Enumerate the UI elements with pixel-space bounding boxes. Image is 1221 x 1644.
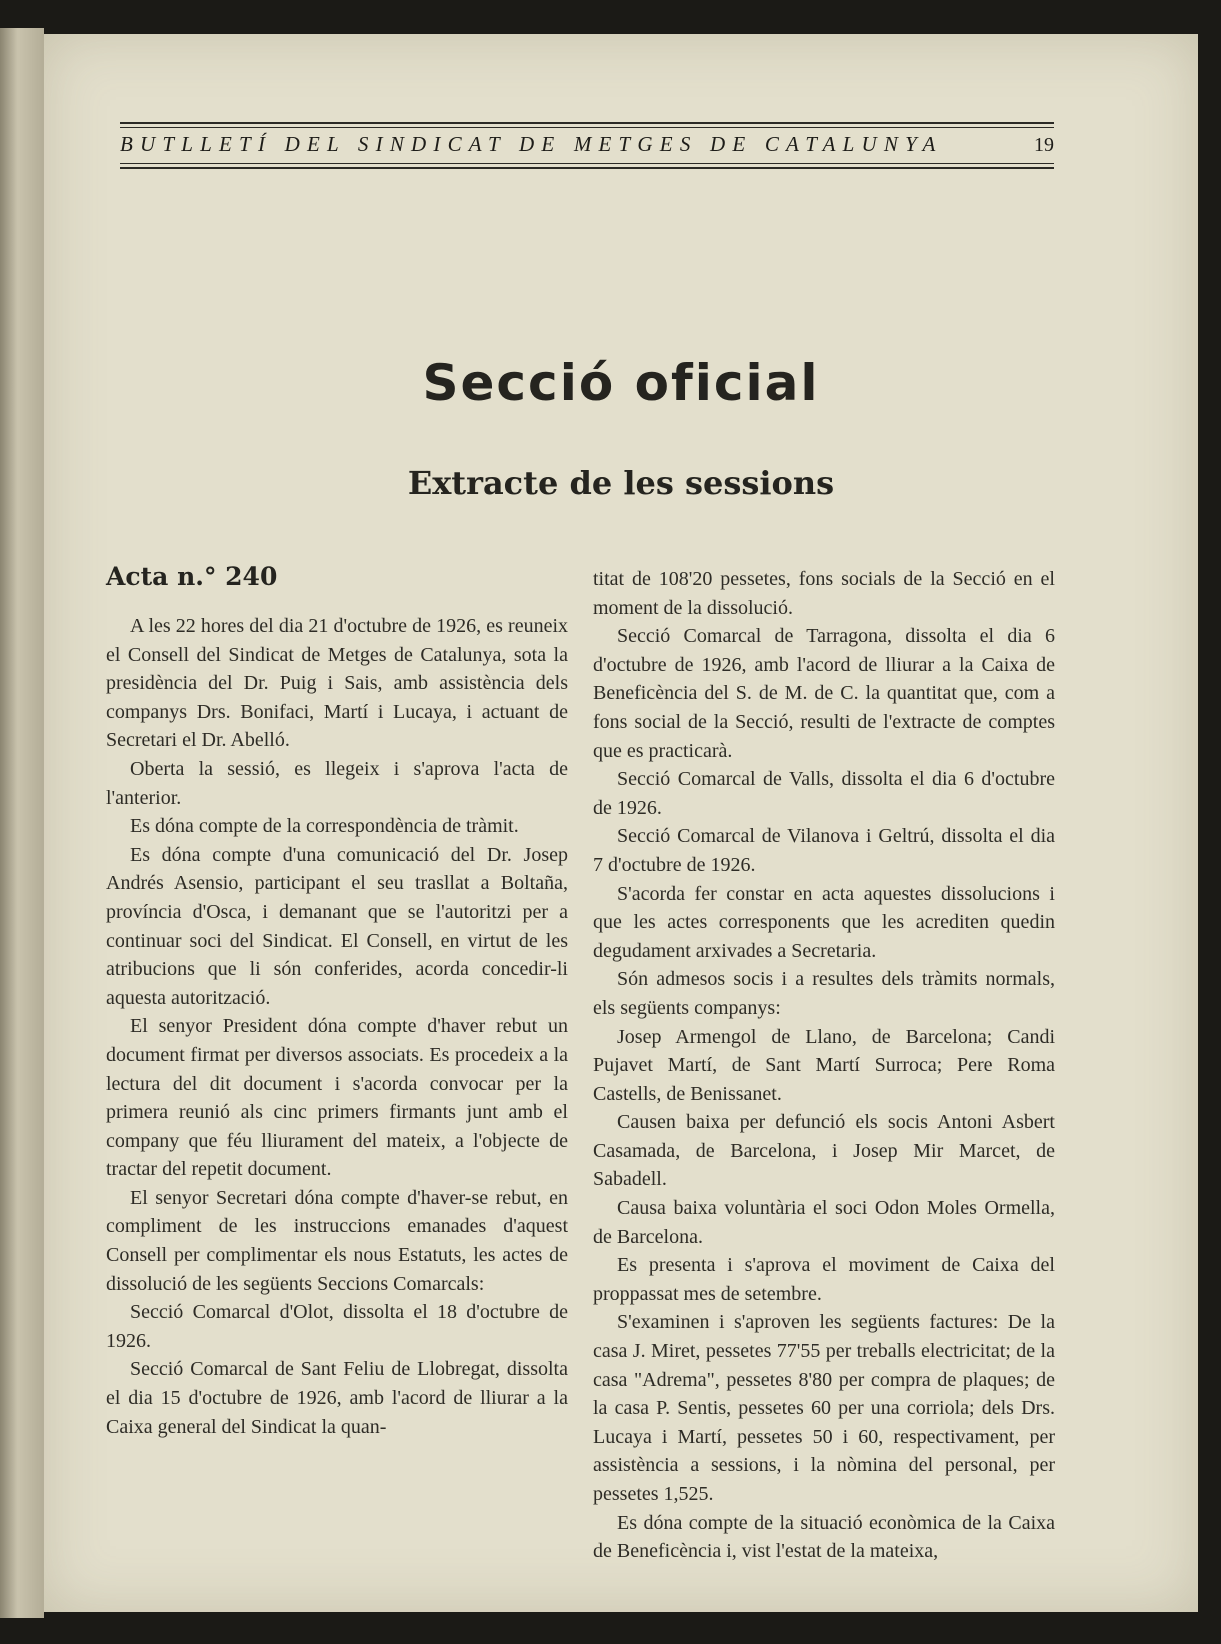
paragraph: Es presenta i s'aprova el moviment de Caixa del proppassat mes de setembre. — [593, 1254, 1055, 1305]
header-rule-top — [120, 122, 1054, 124]
section-subtitle: Extracte de les sessions — [407, 464, 835, 502]
paragraph: El senyor President dóna compte d'haver rebut un document firmat per diversos associats. Es procedeix a la lectura del dit document i s'acorda convocar per la primera reunió als cinc primers firmants junt amb el company que féu lliurament del mateix, a l'objecte de tractar del repetit document. — [106, 1015, 568, 1181]
paragraph: Secció Comarcal de Sant Feliu de Llobregat, dissolta el dia 15 d'octubre de 1926, amb l'acord de lliurar a la Caixa general del Sindicat la quan- — [106, 1358, 568, 1438]
paragraph: Secció Comarcal de Vilanova i Geltrú, dissolta el dia 7 d'octubre de 1926. — [593, 825, 1055, 876]
section-title: Secció oficial — [422, 354, 820, 412]
paragraph: Causa baixa voluntària el soci Odon Moles Ormella, de Barcelona. — [593, 1197, 1055, 1248]
right-column — [593, 565, 1055, 1566]
paragraph: Josep Armengol de Llano, de Barcelona; Candi Pujavet Martí, de Sant Martí Surroca; Pere Roma Castells, de Benissanet. — [593, 1025, 1055, 1105]
paragraph: Secció Comarcal d'Olot, dissolta el 18 d'octubre de 1926. — [106, 1301, 568, 1352]
act-heading: Acta n.° 240 — [106, 562, 278, 591]
journal-title: BUTLLETÍ DEL SINDICAT DE METGES DE CATALUNYA — [120, 132, 943, 156]
paragraph: Es dóna compte de la situació econòmica de la Caixa de Beneficència i, vist l'estat de la mateixa, — [593, 1511, 1055, 1563]
paragraph: Secció Comarcal de Valls, dissolta el dia 6 d'octubre de 1926. — [593, 768, 1055, 819]
paragraph: Es dóna compte de la correspondència de tràmit. — [130, 815, 519, 838]
paragraph: S'acorda fer constar en acta aquestes dissolucions i que les actes corresponents que les acrediten quedin degudament arxivades a Secretaria. — [593, 882, 1055, 962]
page-number: 19 — [1034, 134, 1054, 156]
paragraph: Són admesos socis i a resultes dels tràmits normals, els següents companys: — [593, 968, 1055, 1019]
left-column — [106, 562, 568, 1441]
paragraph: S'examinen i s'aproven les següents factures: De la casa J. Miret, pessetes 77'55 per treballs electricitat; de la casa "Adrema", pessetes 8'80 per compra de plaques; de la casa P. Sentis, pessetes 60 per una corriola; dels Drs. Lucaya i Martí, pessetes 50 i 60, respectivament, per assistència a sessions, i la nòmina del personal, per pessetes 1,525. — [593, 1311, 1055, 1505]
header-row — [120, 128, 1054, 160]
document-page — [44, 34, 1198, 1612]
paragraph: Causen baixa per defunció els socis Antoni Asbert Casamada, de Barcelona, i Josep Mir Marcet, de Sabadell. — [593, 1111, 1055, 1191]
header-rule-bottom — [120, 167, 1054, 169]
paragraph-continuation: titat de 108'20 pessetes, fons socials de la Secció en el moment de la dissolució. — [593, 568, 1055, 619]
paragraph: El senyor Secretari dóna compte d'haver-se rebut, en compliment de les instruccions emanades d'aquest Consell per complimentar els nous Estatuts, les actes de dissolució de les següents Seccions Comarcals: — [106, 1186, 568, 1295]
book-binding-edge — [0, 28, 44, 1618]
paragraph: Oberta la sessió, es llegeix i s'aprova l'acta de l'anterior. — [106, 757, 568, 809]
paragraph: Secció Comarcal de Tarragona, dissolta el dia 6 d'octubre de 1926, amb l'acord de lliurar a la Caixa de Beneficència del S. de M. de C. la quantitat que, com a fons social de la Secció, resulti de l'extracte de comptes que es practicarà. — [593, 625, 1055, 762]
running-header — [120, 122, 1054, 169]
paragraph: Es dóna compte d'una comunicació del Dr. Josep Andrés Asensio, participant el seu trasllat a Boltaña, província d'Osca, i demanant que se l'autoritzi per a continuar soci del Sindicat. El Consell, en virtut de les atribucions que li són conferides, acorda concedir-li aquesta autorització. — [106, 843, 568, 1009]
paragraph: A les 22 hores del dia 21 d'octubre de 1926, es reuneix el Consell del Sindicat de Metges de Catalunya, sota la presidència del Dr. Puig i Sais, amb assistència dels companys Drs. Bonifaci, Martí i Lucaya, i actuant de Secretari el Dr. Abelló. — [106, 615, 568, 752]
header-rule-bottom-thin — [120, 163, 1054, 164]
